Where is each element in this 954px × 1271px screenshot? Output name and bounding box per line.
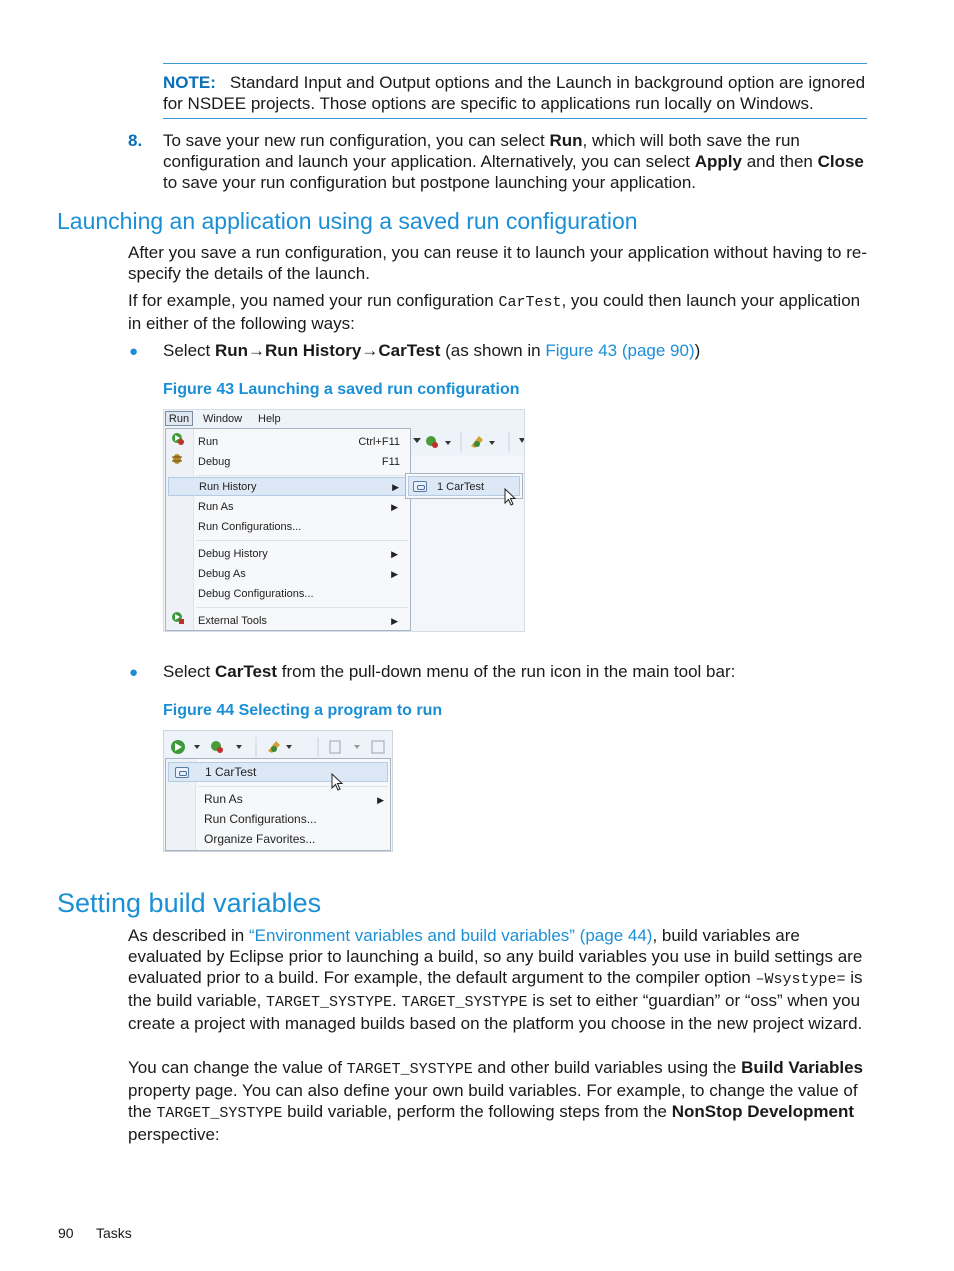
note-text: Standard Input and Output options and the Launch in background option are ignored for NSDEE projects. Those options are specific to applications run locally on Windows.	[163, 73, 866, 113]
footer-section: Tasks	[96, 1225, 132, 1241]
note-label: NOTE:	[163, 73, 216, 92]
menu-item-label: Run Configurations...	[204, 812, 317, 826]
bullet-text: (as shown in	[440, 341, 546, 360]
bullet-text: Select	[163, 662, 215, 681]
run-icon	[171, 432, 185, 446]
menu-item-organize-favorites[interactable]	[204, 832, 384, 848]
menu-item-label: Debug	[198, 456, 231, 468]
figure-43-screenshot	[163, 409, 525, 632]
note-box	[163, 63, 867, 119]
menu-item-label: Debug History	[198, 548, 268, 560]
code-target-systype: TARGET_SYSTYPE	[265, 994, 393, 1011]
mouse-cursor-icon	[504, 488, 518, 508]
bullet-icon: ●	[129, 664, 139, 681]
step-number: 8.	[128, 131, 143, 150]
apply-term: Apply	[694, 152, 742, 171]
section-heading-build-variables: Setting build variables	[57, 888, 322, 918]
paragraph: After you save a run configuration, you can reuse it to launch your application without having to re-specify the details of the launch.	[128, 243, 867, 283]
code-target-systype: TARGET_SYSTYPE	[156, 1105, 283, 1122]
paragraph-text: and other build variables using the	[472, 1058, 742, 1077]
menu-path-cartest: CarTest	[378, 341, 441, 360]
bullet-item	[163, 661, 863, 682]
bullet-icon: ●	[129, 343, 139, 360]
cartest-term: CarTest	[214, 662, 278, 681]
menu-bar	[164, 410, 525, 428]
paragraph	[128, 925, 870, 1034]
menu-item-label: Run Configurations...	[198, 521, 302, 533]
arrow-icon: →	[361, 341, 379, 360]
menu-item-label: External Tools	[198, 615, 267, 627]
paragraph-text: perspective:	[128, 1125, 220, 1144]
figure-43-title: Figure 43 Launching a saved run configuration	[163, 381, 520, 398]
menu-item-label: Debug Configurations...	[198, 588, 314, 600]
step-8-text	[163, 130, 869, 193]
paragraph-text: is the build variable,	[128, 968, 863, 1010]
paragraph-text: , you could then launch your application in either of the following ways:	[128, 291, 861, 333]
bullet-text: )	[694, 341, 701, 360]
menu-item-run-history[interactable]	[168, 477, 408, 496]
run-pulldown-menu	[165, 758, 391, 851]
step-text: , which will both save the run configuration and launch your application. Alternatively, you can select	[163, 131, 800, 171]
menu-item-accelerator: Ctrl+F11	[358, 436, 400, 448]
code-cartest: CarTest	[498, 294, 562, 311]
menu-path-run-history: Run History	[265, 341, 362, 360]
menu-run: Run	[165, 411, 193, 426]
launch-config-icon	[413, 481, 427, 492]
main-toolbar	[164, 731, 393, 761]
paragraph-text: is set to either “guardian” or “oss” when you create a project with managed builds based on the platform you choose in the new project wizard.	[128, 991, 863, 1033]
bullet-item	[163, 340, 863, 361]
menu-item-label: 1 CarTest	[205, 765, 257, 779]
submenu-arrow-icon: ▶	[391, 616, 398, 626]
menu-item-cartest[interactable]	[168, 762, 388, 782]
external-tools-icon	[171, 611, 185, 625]
figure-44-screenshot	[163, 730, 393, 852]
menu-item-label: Run History	[199, 481, 257, 493]
arrow-icon: →	[248, 341, 266, 360]
paragraph-text: , build variables are evaluated by Eclipse prior to launching a build, so any build variables you use in build settings are evaluated prior to a build. For example, the default argument to the compiler option	[128, 926, 863, 987]
env-variables-link[interactable]: “Environment variables and build variables” (page 44)	[248, 926, 653, 945]
menu-item-label: Organize Favorites...	[204, 832, 316, 846]
paragraph-text: If for example, you named your run configuration	[128, 291, 499, 310]
menu-item-label: Run As	[198, 501, 234, 513]
menu-separator	[198, 786, 388, 787]
menu-item-run-configurations[interactable]	[196, 518, 406, 536]
menu-item-label: Run As	[204, 792, 243, 806]
submenu-arrow-icon: ▶	[392, 482, 399, 492]
menu-item-accelerator: F11	[381, 456, 400, 468]
menu-separator	[196, 607, 408, 608]
launch-config-icon	[175, 767, 189, 778]
submenu-arrow-icon: ▶	[391, 502, 398, 512]
toolbar-icons	[164, 731, 393, 761]
menu-item-run-configurations[interactable]	[204, 812, 384, 828]
menu-separator	[196, 540, 408, 541]
bullet-text: Select	[163, 341, 215, 360]
menu-help: Help	[258, 413, 281, 425]
build-variables-term: Build Variables	[741, 1058, 863, 1077]
menu-item-run-as[interactable]	[196, 498, 406, 516]
menu-item-label: Run	[198, 436, 219, 448]
close-term: Close	[817, 152, 864, 171]
debug-icon	[171, 452, 185, 466]
run-term: Run	[549, 131, 583, 150]
toolbar-fragment	[411, 428, 525, 456]
nonstop-development-term: NonStop Development	[671, 1102, 854, 1121]
menu-item-external-tools[interactable]	[196, 612, 406, 630]
paragraph-text: property page. You can also define your own build variables. For example, to change the value of the	[128, 1081, 858, 1121]
paragraph-text: As described in	[128, 926, 249, 945]
menu-item-debug-configurations[interactable]	[196, 585, 406, 603]
paragraph-text: .	[392, 991, 402, 1010]
paragraph-text: You can change the value of	[128, 1058, 347, 1077]
menu-item-debug-as[interactable]	[196, 565, 406, 583]
menu-item-label: Debug As	[198, 568, 246, 580]
submenu-arrow-icon: ▶	[391, 569, 398, 579]
code-target-systype: TARGET_SYSTYPE	[401, 994, 528, 1011]
step-text: and then	[741, 152, 818, 171]
menu-item-run[interactable]	[196, 433, 406, 451]
menu-item-run-as[interactable]	[204, 792, 384, 808]
menu-window: Window	[203, 413, 243, 425]
submenu-item-label: 1 CarTest	[437, 481, 485, 493]
figure-44-title: Figure 44 Selecting a program to run	[163, 702, 443, 719]
submenu-arrow-icon: ▶	[391, 549, 398, 559]
menu-path-run: Run	[214, 341, 249, 360]
submenu-arrow-icon: ▶	[377, 795, 384, 805]
mouse-cursor-icon	[331, 773, 345, 793]
code-wsystype: –Wsystype=	[755, 971, 846, 988]
paragraph	[128, 290, 870, 334]
menu-item-debug[interactable]	[196, 453, 406, 471]
bullet-text: from the pull-down menu of the run icon in the main tool bar:	[277, 662, 736, 681]
page-number: 90	[58, 1225, 74, 1241]
code-target-systype: TARGET_SYSTYPE	[346, 1061, 473, 1078]
paragraph	[128, 1057, 870, 1145]
section-heading-launching: Launching an application using a saved run configuration	[57, 208, 638, 234]
menu-item-debug-history[interactable]	[196, 545, 406, 563]
step-text: To save your new run configuration, you can select	[163, 131, 550, 150]
step-text: to save your run configuration but postpone launching your application.	[163, 173, 697, 192]
menu-separator	[196, 475, 408, 476]
paragraph-text: build variable, perform the following steps from the	[282, 1102, 672, 1121]
figure-43-link[interactable]: Figure 43 (page 90)	[545, 341, 695, 360]
toolbar-icons	[411, 428, 525, 456]
run-dropdown-menu	[165, 428, 411, 631]
